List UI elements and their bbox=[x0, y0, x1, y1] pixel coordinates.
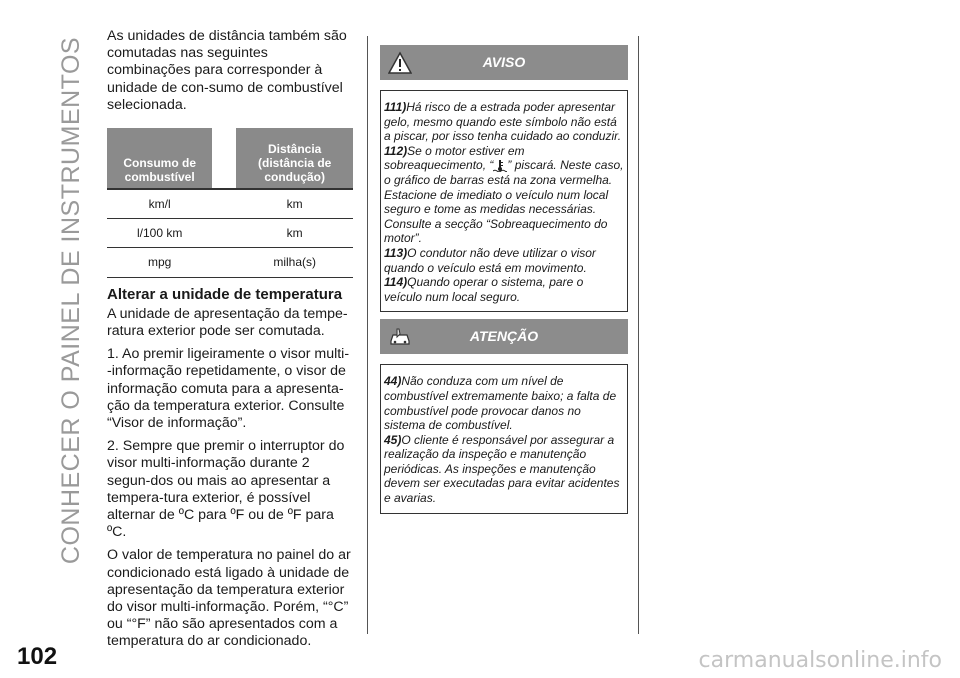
table-cell: mpg bbox=[107, 248, 212, 277]
table-row bbox=[107, 219, 353, 248]
table-cell: km/l bbox=[107, 189, 212, 219]
caution-note bbox=[384, 374, 624, 432]
body-paragraph: A unidade de apresentação da tempe-ratura exterior pode ser comutada. bbox=[107, 305, 348, 340]
warning-note bbox=[384, 144, 624, 246]
left-column bbox=[107, 28, 353, 657]
section-title-text: CONHECER O PAINEL DE INSTRUMENTOS bbox=[57, 36, 86, 564]
note-number: 112) bbox=[384, 143, 408, 158]
warning-body bbox=[380, 90, 628, 312]
note-text: Há risco de a estrada poder apresentar gelo, mesmo quando este símbolo não está a piscar, por isso tenha cuidado ao conduzir. bbox=[384, 100, 622, 144]
note-text: ” piscará. Neste caso, o gráfico de barras está na zona vermelha. Estacione de imediato o veículo num local seguro e tome as medidas necessárias. Consulte a secção “Sobreaquecimento do motor”. bbox=[384, 158, 624, 246]
note-text: Não conduza com um nível de combustível extremamente baixo; a falta de combustível pode provocar danos no sistema de combustível. bbox=[384, 374, 617, 433]
page-number: 102 bbox=[17, 643, 58, 670]
note-text: O cliente é responsável por assegurar a realização da inspeção e manutenção periódicas. As inspeções e manutenção devem ser executadas para evitar acidentes e avarias. bbox=[384, 432, 620, 506]
table-cell-gap bbox=[212, 248, 236, 277]
table-cell: milha(s) bbox=[236, 248, 353, 277]
body-paragraph: 1. Ao premir ligeiramente o visor multi--informação repetidamente, o visor de informação comuta para a apresenta-ção da temperatura exterior. Consulte “Visor de informação”. bbox=[107, 346, 350, 432]
table-cell-gap bbox=[212, 189, 236, 219]
table-row bbox=[107, 248, 353, 277]
note-text: Se o motor estiver em sobreaquecimento, “ bbox=[384, 143, 525, 173]
caution-body bbox=[380, 364, 628, 513]
table-row bbox=[107, 189, 353, 219]
table-header-distance: Distância (distância de condução) bbox=[236, 128, 353, 189]
table-cell: km bbox=[236, 219, 353, 248]
note-number: 113) bbox=[384, 245, 408, 260]
table-header-fuel: Consumo de combustível bbox=[107, 128, 212, 189]
table-header-gap bbox=[212, 128, 236, 189]
note-number: 114) bbox=[384, 275, 408, 290]
car-hand-caution-icon bbox=[388, 325, 412, 349]
warning-note bbox=[384, 246, 624, 275]
table-cell: km bbox=[236, 189, 353, 219]
column-divider-right bbox=[638, 36, 639, 634]
warning-note bbox=[384, 275, 624, 304]
temperature-subheading: Alterar a unidade de temperatura bbox=[107, 285, 343, 303]
warning-triangle-icon bbox=[388, 51, 412, 75]
note-text: O condutor não deve utilizar o visor quando o veículo está em movimento. bbox=[384, 245, 596, 275]
table-cell-gap bbox=[212, 219, 236, 248]
body-paragraph: O valor de temperatura no painel do ar condicionado está ligado à unidade de apresentação da temperatura exterior do visor multi-informação. Porém, “°C” ou “°F” não são apresentados com a temperatura do ar condicionado. bbox=[107, 547, 351, 650]
note-number: 111) bbox=[384, 100, 407, 114]
warning-note bbox=[384, 100, 624, 144]
note-text: Quando operar o sistema, pare o veículo num local seguro. bbox=[384, 275, 584, 304]
note-number: 45) bbox=[384, 432, 402, 447]
caution-header bbox=[380, 319, 628, 354]
units-table bbox=[107, 128, 353, 278]
caution-note bbox=[384, 433, 624, 506]
warning-header bbox=[380, 45, 628, 80]
right-column bbox=[380, 45, 628, 514]
column-divider-left bbox=[367, 36, 368, 634]
body-paragraph: 2. Sempre que premir o interruptor do visor multi-informação durante 2 segun-dos ou mais ao apresentar a tempera-tura exterior, é possível alternar de ºC para ºF ou de ºF para ºC. bbox=[107, 438, 345, 541]
coolant-temperature-icon bbox=[493, 160, 507, 172]
note-number: 44) bbox=[384, 374, 402, 389]
intro-paragraph: As unidades de distância também são comutadas nas seguintes combinações para corresponder à unidade de con-sumo de combustível selecionada. bbox=[107, 28, 347, 113]
table-cell: l/100 km bbox=[107, 219, 212, 248]
watermark: carmanualsonline.info bbox=[698, 648, 942, 673]
caution-title: ATENÇÃO bbox=[469, 328, 539, 345]
section-title bbox=[52, 0, 92, 600]
warning-title: AVISO bbox=[482, 54, 526, 70]
